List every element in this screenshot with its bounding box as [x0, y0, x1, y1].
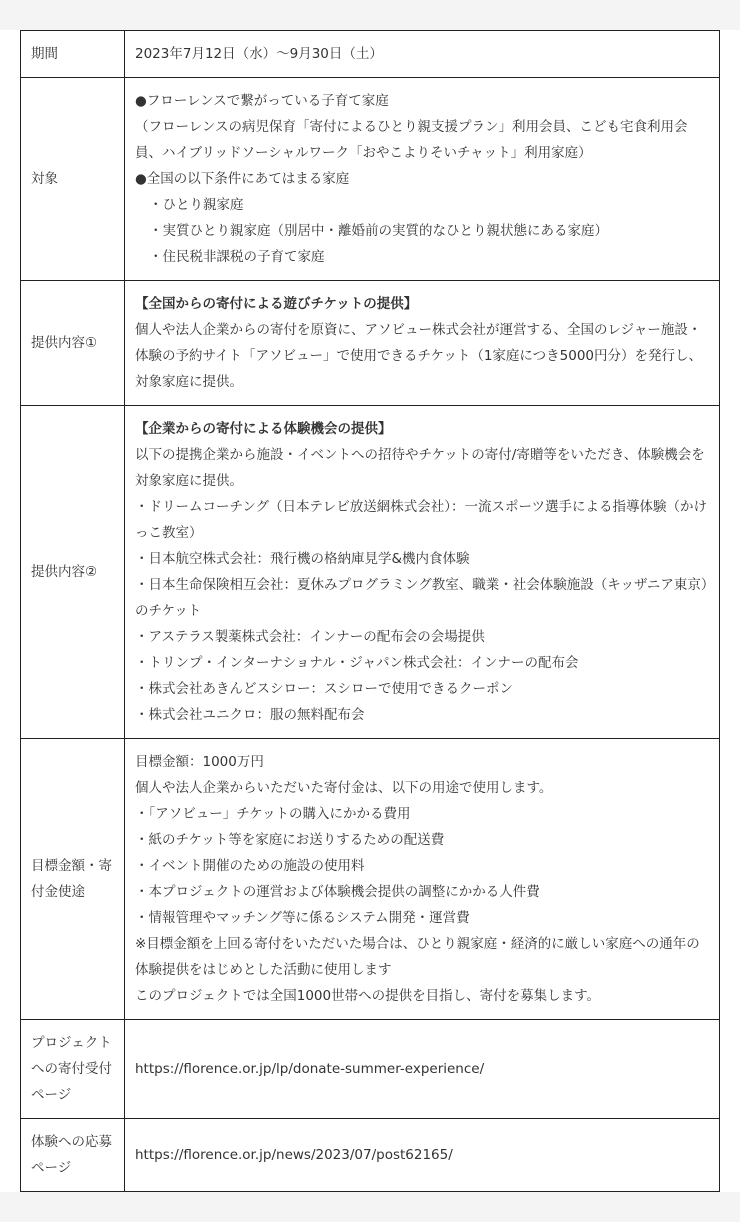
goal-item: ・情報管理やマッチング等に係るシステム開発・運営費	[135, 910, 470, 926]
table-row-offer1	[21, 281, 720, 406]
goal-intro: 個人や法人企業からいただいた寄付金は、以下の用途で使用します。	[135, 780, 553, 796]
goal-note: ※目標金額を上回る寄付をいただいた場合は、ひとり親家庭・経済的に厳しい家庭への通年の体験提供をはじめとした活動に使用します	[135, 936, 700, 978]
offer2-intro: 以下の提携企業から施設・イベントへの招待やチケットの寄付/寄贈等をいただき、体験機会を対象家庭に提供。	[135, 447, 705, 489]
target-line: ・実質ひとり親家庭（別居中・離婚前の実質的なひとり親状態にある家庭）	[149, 223, 608, 239]
offer2-item: ・アステラス製薬株式会社：インナーの配布会の会場提供	[135, 629, 485, 645]
table-row-period	[21, 31, 720, 78]
table-row-target	[21, 78, 720, 281]
row-label: 提供内容①	[21, 281, 125, 406]
table-row-offer2	[21, 406, 720, 739]
offer2-item: ・ドリームコーチング（日本テレビ放送網株式会社）：一流スポーツ選手による指導体験（かけっこ教室）	[135, 499, 707, 541]
offer2-item: ・トリンプ・インターナショナル・ジャパン株式会社：インナーの配布会	[135, 655, 579, 671]
offer2-heading: 【企業からの寄付による体験機会の提供】	[135, 421, 392, 437]
target-line: （フローレンスの病児保育「寄付によるひとり親支援プラン」利用会員、こども宅食利用会員、ハイブリッドソーシャルワーク「おやこよりそいチャット」利用家庭）	[135, 119, 688, 161]
row-label: 期間	[21, 31, 125, 78]
row-label: プロジェクトへの寄付受付ページ	[21, 1020, 125, 1119]
period-value: 2023年7月12日（水）〜9月30日（土）	[125, 31, 720, 78]
offer1-heading: 【全国からの寄付による遊びチケットの提供】	[135, 296, 418, 312]
row-label: 目標金額・寄付金使途	[21, 739, 125, 1020]
goal-amount: 目標金額：1000万円	[135, 754, 264, 770]
target-line: ●フローレンスで繋がっている子育て家庭	[135, 93, 389, 109]
row-label: 提供内容②	[21, 406, 125, 739]
goal-item: ・イベント開催のための施設の使用料	[135, 858, 365, 874]
info-table	[20, 30, 720, 1192]
experience-cell	[125, 1119, 720, 1192]
row-label: 体験への応募ページ	[21, 1119, 125, 1192]
offer1-body: 個人や法人企業からの寄付を原資に、アソビュー株式会社が運営する、全国のレジャー施設・体験の予約サイト「アソビュー」で使用できるチケット（1家庭につき5000円分）を発行し、対象家庭に提供。	[135, 322, 703, 390]
page	[0, 30, 740, 1192]
target-line: ・住民税非課税の子育て家庭	[149, 249, 325, 265]
goal-closing: このプロジェクトでは全国1000世帯への提供を目指し、寄付を募集します。	[135, 988, 601, 1004]
goal-item: ・本プロジェクトの運営および体験機会提供の調整にかかる人件費	[135, 884, 540, 900]
offer2-item: ・株式会社ユニクロ：服の無料配布会	[135, 707, 365, 723]
goal-item: ・「アソビュー」チケットの購入にかかる費用	[135, 806, 411, 822]
donate-cell	[125, 1020, 720, 1119]
donate-page-link[interactable]: https://florence.or.jp/lp/donate-summer-experience/	[135, 1061, 485, 1077]
offer1-content	[125, 281, 720, 406]
table-row-goal	[21, 739, 720, 1020]
table-row-experience-page	[21, 1119, 720, 1192]
goal-content	[125, 739, 720, 1020]
row-label: 対象	[21, 78, 125, 281]
offer2-content	[125, 406, 720, 739]
offer2-item: ・日本生命保険相互会社：夏休みプログラミング教室、職業・社会体験施設（キッザニア東京）のチケット	[135, 577, 708, 619]
experience-page-link[interactable]: https://florence.or.jp/news/2023/07/post62165/	[135, 1147, 453, 1163]
target-content	[125, 78, 720, 281]
target-line: ●全国の以下条件にあてはまる家庭	[135, 171, 350, 187]
offer2-item: ・日本航空株式会社：飛行機の格納庫見学&機内食体験	[135, 551, 470, 567]
table-row-donate-page	[21, 1020, 720, 1119]
offer2-item: ・株式会社あきんどスシロー：スシローで使用できるクーポン	[135, 681, 513, 697]
target-line: ・ひとり親家庭	[149, 197, 244, 213]
goal-item: ・紙のチケット等を家庭にお送りするための配送費	[135, 832, 445, 848]
